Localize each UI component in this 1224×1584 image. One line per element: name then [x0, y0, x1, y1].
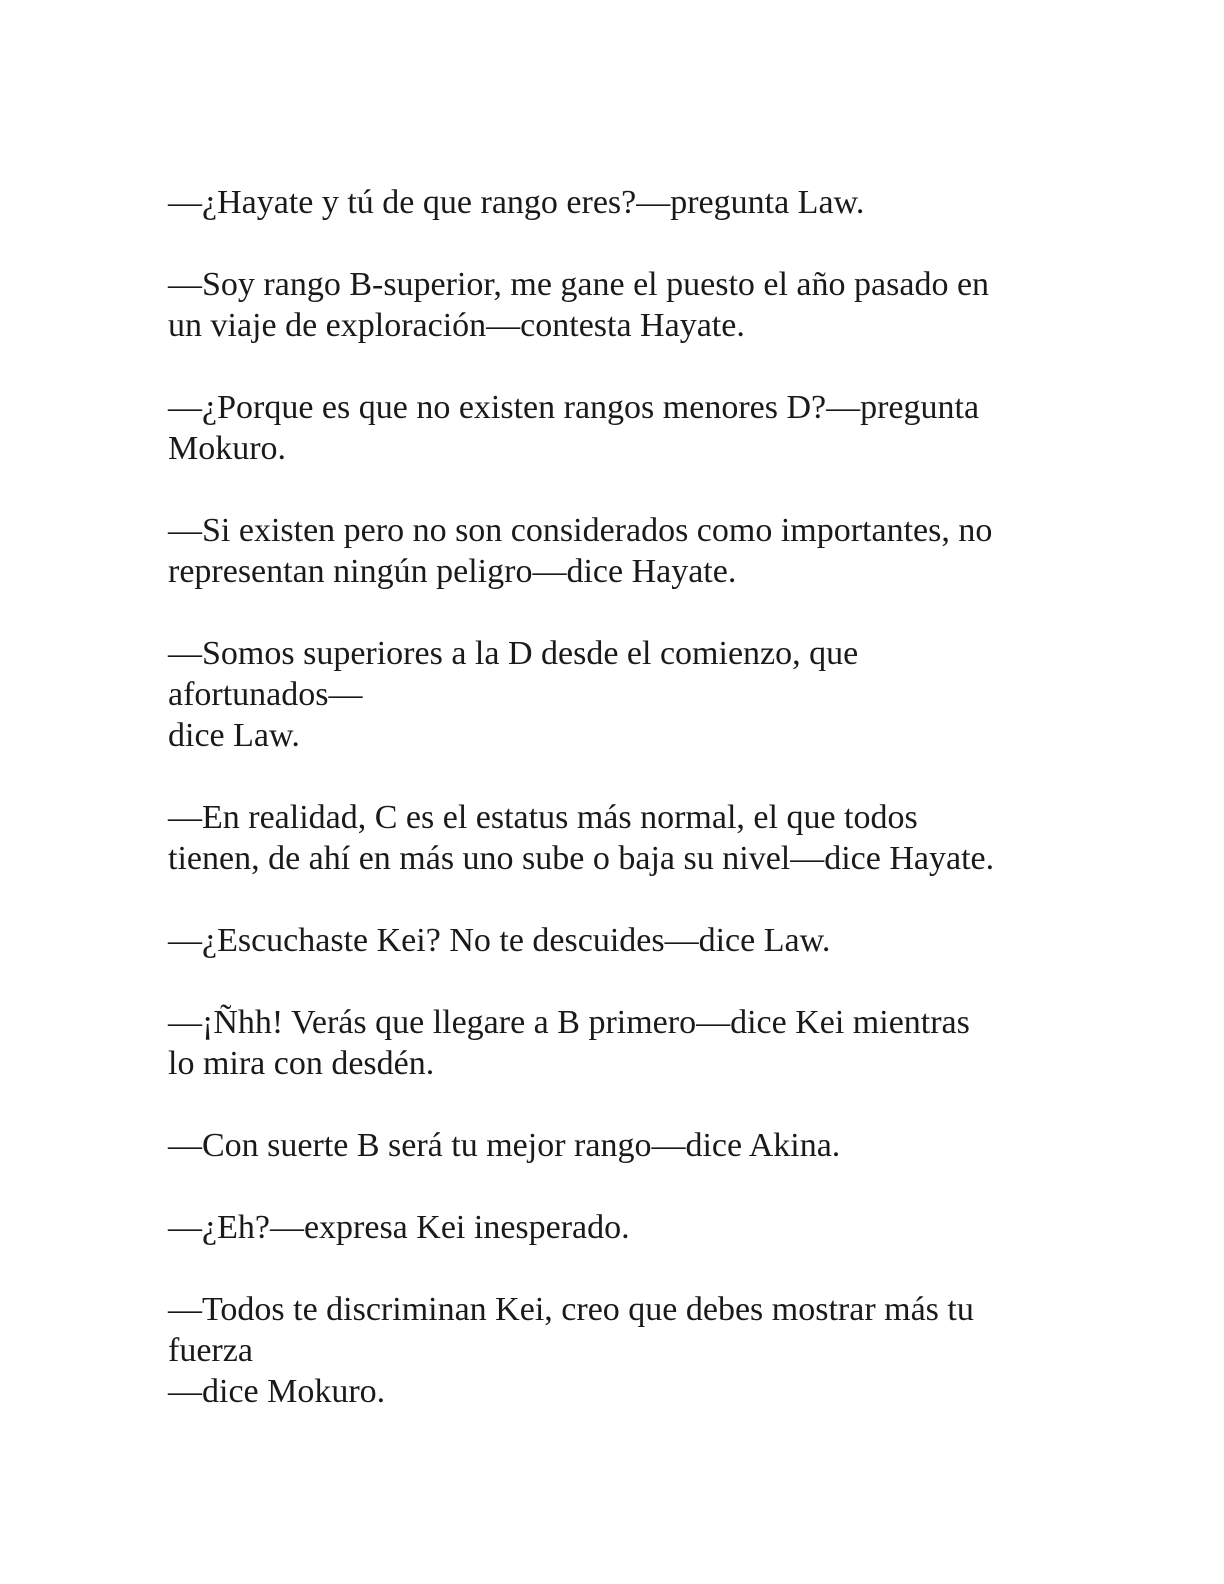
text-line: —dice Mokuro.: [168, 1373, 386, 1410]
text-line: —¿Porque es que no existen rangos menores D?—pregunta: [168, 389, 980, 426]
text-line: —Somos superiores a la D desde el comienzo, que: [168, 635, 859, 672]
dialogue-paragraph: [168, 1289, 1048, 1412]
dialogue-paragraph: [168, 182, 1048, 223]
dialogue-paragraph: [168, 1207, 1048, 1248]
dialogue-paragraph: [168, 633, 1048, 756]
text-line: —Con suerte B será tu mejor rango—dice Akina.: [168, 1127, 841, 1164]
text-line: representan ningún peligro—dice Hayate.: [168, 553, 737, 590]
dialogue-paragraph: [168, 1002, 1048, 1084]
document-page: [168, 182, 1048, 1453]
text-line: dice Law.: [168, 717, 300, 754]
text-line: —Si existen pero no son considerados como importantes, no: [168, 512, 993, 549]
dialogue-paragraph: [168, 387, 1048, 469]
text-line: —En realidad, C es el estatus más normal, el que todos: [168, 799, 918, 836]
text-line: —¿Escuchaste Kei? No te descuides—dice Law.: [168, 922, 831, 959]
text-line: un viaje de exploración—contesta Hayate.: [168, 307, 745, 344]
text-line: afortunados—: [168, 676, 363, 713]
text-line: —¡Ñhh! Verás que llegare a B primero—dice Kei mientras: [168, 1004, 970, 1041]
text-line: fuerza: [168, 1332, 253, 1369]
dialogue-paragraph: [168, 920, 1048, 961]
dialogue-paragraph: [168, 1125, 1048, 1166]
dialogue-paragraph: [168, 264, 1048, 346]
text-line: —Soy rango B-superior, me gane el puesto el año pasado en: [168, 266, 990, 303]
text-line: —¿Hayate y tú de que rango eres?—pregunta Law.: [168, 184, 865, 221]
text-line: Mokuro.: [168, 430, 287, 467]
text-line: tienen, de ahí en más uno sube o baja su nivel—dice Hayate.: [168, 840, 995, 877]
text-line: lo mira con desdén.: [168, 1045, 435, 1082]
dialogue-paragraph: [168, 797, 1048, 879]
text-line: —¿Eh?—expresa Kei inesperado.: [168, 1209, 630, 1246]
dialogue-paragraph: [168, 510, 1048, 592]
text-line: —Todos te discriminan Kei, creo que debes mostrar más tu: [168, 1291, 974, 1328]
